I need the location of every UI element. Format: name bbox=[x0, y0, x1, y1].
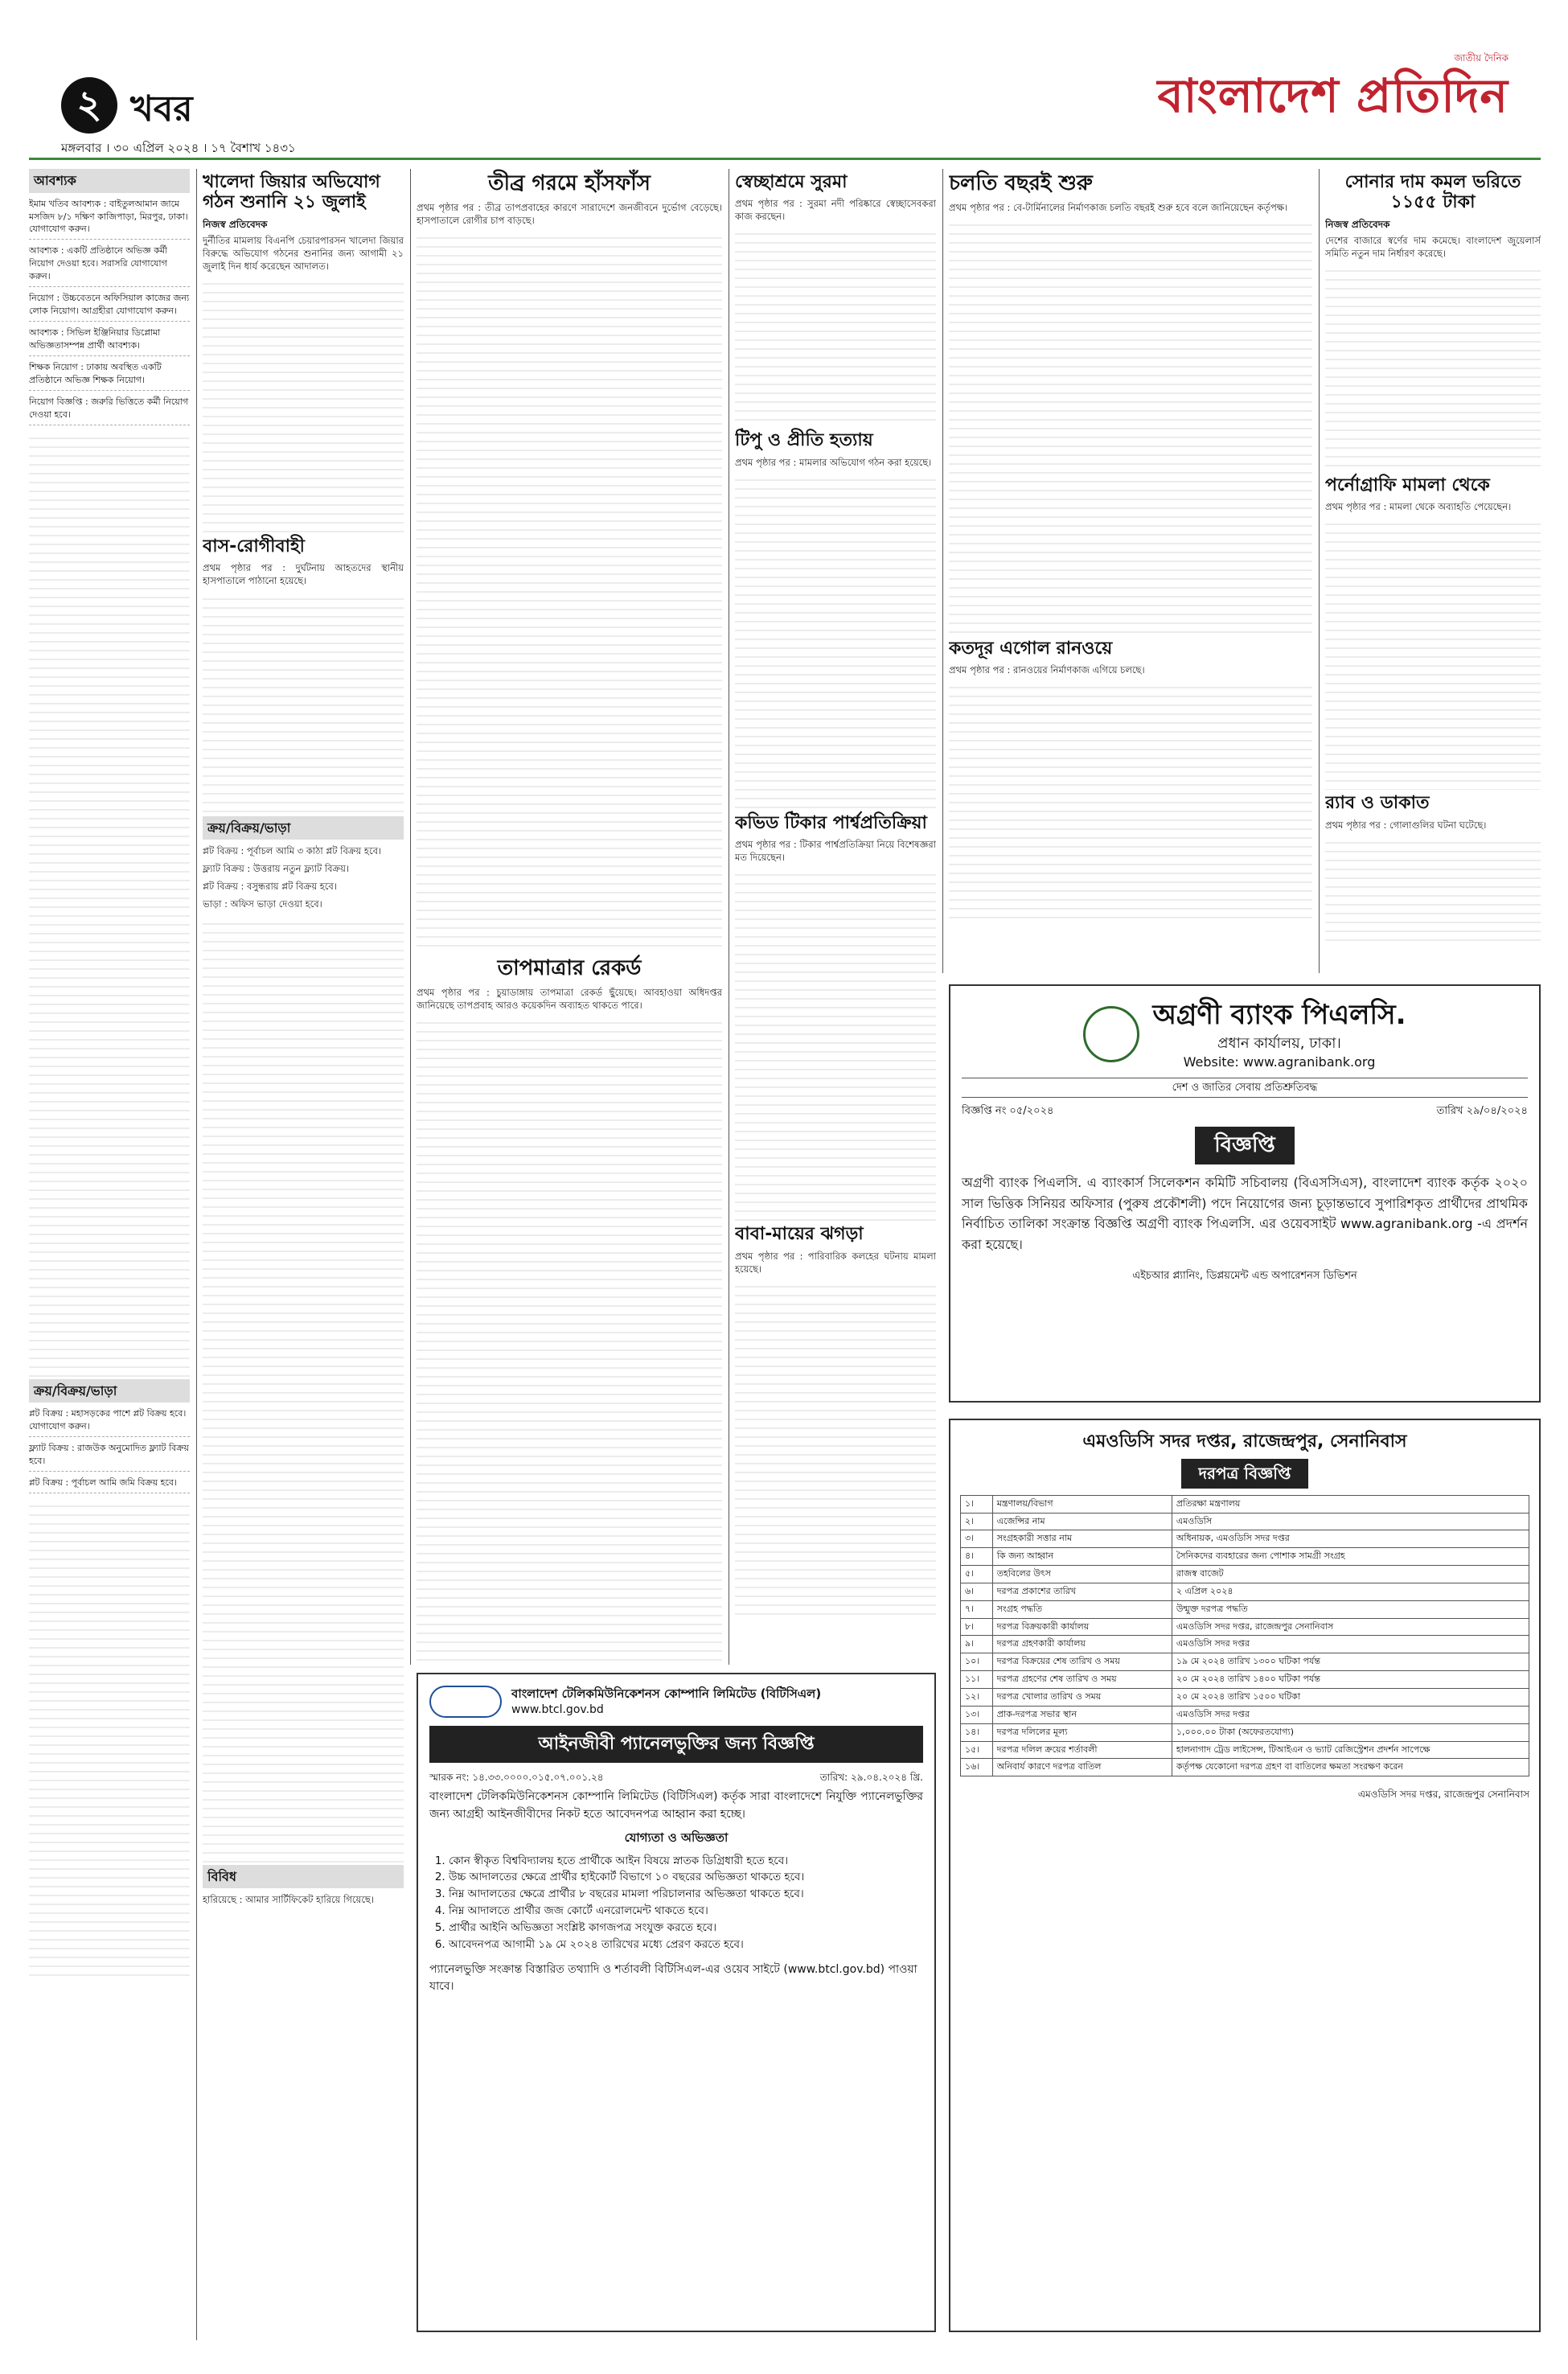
article-body: প্রথম পৃষ্ঠার পর : তীব্র তাপপ্রবাহের কারণে সারাদেশে জনজীবনে দুর্ভোগ বেড়েছে। হাসপাতালে রোগীর চাপ বাড়ছে। bbox=[417, 201, 722, 226]
agrani-signature: এইচআর প্ল্যানিং, ডিপ্লয়মেন্ট এন্ড অপারেশনস ডিভিশন bbox=[1132, 1270, 1357, 1283]
cell: সংগ্রহ পদ্ধতি bbox=[992, 1600, 1172, 1618]
btcl-point: 5. প্রার্থীর আইনি অভিজ্ঞতা সংশ্লিষ্ট কাগজপত্র সংযুক্ত করতে হবে। bbox=[449, 1920, 923, 1937]
table-row bbox=[961, 1583, 1529, 1600]
headline-family: বাবা-মায়ের ঝগড়া bbox=[735, 1224, 864, 1245]
cell: অনিবার্য কারণে দরপত্র বাতিল bbox=[992, 1759, 1172, 1776]
btcl-body: বাংলাদেশ টেলিকমিউনিকেশনস কোম্পানি লিমিটেড (বিটিসিএল) কর্তৃক সারা বাংলাদেশে নিযুক্তি প্যানেলভুক্তির জন্য আগ্রহী আইনজীবীদের নিকট হতে আবেদনপত্র আহ্বান করা হচ্ছে। bbox=[429, 1789, 923, 1821]
cell: ২০ মে ২০২৪ তারিখ ১৫০০ ঘটিকা bbox=[1172, 1688, 1529, 1706]
btcl-point: 3. নিম্ন আদালতের ক্ষেত্রে প্রার্থীর ৮ বছরের মামলা পরিচালনার অভিজ্ঞতা থাকতে হবে। bbox=[449, 1886, 923, 1903]
btcl-footer: প্যানেলভুক্তি সংক্রান্ত বিস্তারিত তথ্যাদি ও শর্তাবলী বিটিসিএল-এর ওয়েব সাইটে (www.btcl.gov.bd) পাওয়া যাবে। bbox=[429, 1963, 917, 1994]
btcl-points bbox=[429, 1853, 923, 1954]
buysell-header: ক্রয়/বিক্রয়/ভাড়া bbox=[203, 816, 404, 840]
cell: প্রাক-দরপত্র সভার স্থান bbox=[992, 1706, 1172, 1723]
classified-item: শিক্ষক নিয়োগ : ঢাকায় অবস্থিত একটি প্রতিষ্ঠানে অভিজ্ঞ শিক্ষক নিয়োগ। bbox=[29, 361, 190, 391]
table-row bbox=[961, 1723, 1529, 1741]
cell: ১৫। bbox=[961, 1741, 993, 1759]
news-column-2 bbox=[203, 169, 404, 2340]
headline-heatwave: তীব্র গরমে হাঁসফাঁস bbox=[488, 171, 651, 195]
agrani-bank-notice bbox=[949, 984, 1541, 1403]
headline-bus: বাস-রোগীবাহী bbox=[203, 536, 305, 557]
table-row bbox=[961, 1653, 1529, 1671]
cell: এমওডিসি bbox=[1172, 1513, 1529, 1530]
agrani-ref: বিজ্ঞপ্তি নং ০৫/২০২৪ bbox=[962, 1105, 1054, 1118]
agrani-ref-row bbox=[962, 1104, 1528, 1119]
column-divider bbox=[942, 169, 943, 973]
headline-bay-terminal: চলতি বছরই শুরু bbox=[949, 171, 1093, 195]
table-row bbox=[961, 1495, 1529, 1513]
classified-item: ফ্ল্যাট বিক্রয় : রাজউক অনুমোদিত ফ্ল্যাট বিক্রয় হবে। bbox=[29, 1442, 190, 1472]
text-block bbox=[1325, 835, 1541, 947]
classified-item: আবশ্যক : একটি প্রতিষ্ঠানে অভিজ্ঞ কর্মী নিয়োগ দেওয়া হবে। সরাসরি যোগাযোগ করুন। bbox=[29, 244, 190, 287]
classified-header: আবশ্যক bbox=[29, 169, 190, 193]
classified-item: প্লট বিক্রয় : বসুন্ধরায় প্লট বিক্রয় হবে। bbox=[203, 881, 337, 893]
article-body: দুর্নীতির মামলায় বিএনপি চেয়ারপারসন খালেদা জিয়ার বিরুদ্ধে অভিযোগ গঠনের শুনানির জন্য আগামী ২১ জুলাই দিন ধার্য করেছেন আদালত। bbox=[203, 234, 404, 272]
news-column-5 bbox=[949, 169, 1312, 973]
table-row bbox=[961, 1688, 1529, 1706]
text-block bbox=[203, 591, 404, 816]
classified-item: প্লট বিক্রয় : মহাসড়কের পাশে প্লট বিক্রয় হবে। যোগাযোগ করুন। bbox=[29, 1407, 190, 1437]
cell: ১,০০০.০০ টাকা (অফেরতযোগ্য) bbox=[1172, 1723, 1529, 1741]
column-divider bbox=[196, 169, 197, 2340]
cell: দরপত্র দলিল ক্রয়ের শর্তাবলী bbox=[992, 1741, 1172, 1759]
cell: এজেন্সির নাম bbox=[992, 1513, 1172, 1530]
column-divider bbox=[410, 169, 411, 1665]
cell: ১৯ মে ২০২৪ তারিখ ১৩০০ ঘটিকা পর্যন্ত bbox=[1172, 1653, 1529, 1671]
table-row bbox=[961, 1706, 1529, 1723]
logo-tagline: জাতীয় দৈনিক bbox=[1454, 52, 1508, 64]
text-block bbox=[949, 680, 1312, 921]
cell: দরপত্র গ্রহণকারী কার্যালয় bbox=[992, 1636, 1172, 1653]
cell: ২০ মে ২০২৪ তারিখ ১৪০০ ঘটিকা পর্যন্ত bbox=[1172, 1671, 1529, 1689]
headline-surma: স্বেচ্ছাশ্রমে সুরমা bbox=[735, 172, 848, 192]
text-block bbox=[29, 430, 190, 1379]
table-row bbox=[961, 1741, 1529, 1759]
text-block bbox=[203, 276, 404, 533]
btcl-ref-row bbox=[429, 1771, 923, 1784]
tender-table bbox=[960, 1495, 1529, 1777]
table-row bbox=[961, 1636, 1529, 1653]
cell: এমওডিসি সদর দপ্তর bbox=[1172, 1706, 1529, 1723]
cell: দরপত্র বিক্রয়কারী কার্যালয় bbox=[992, 1618, 1172, 1636]
text-block bbox=[1325, 516, 1541, 790]
cell: দরপত্র গ্রহণের শেষ তারিখ ও সময় bbox=[992, 1671, 1172, 1689]
article-body: প্রথম পৃষ্ঠার পর : বে-টার্মিনালের নির্মাণকাজ চলতি বছরই শুরু হবে বলে জানিয়েছেন কর্তৃপক্ষ। bbox=[949, 201, 1288, 213]
cell: দরপত্র বিক্রয়ের শেষ তারিখ ও সময় bbox=[992, 1653, 1172, 1671]
date-line: মঙ্গলবার । ৩০ এপ্রিল ২০২৪ । ১৭ বৈশাখ ১৪৩১ bbox=[61, 141, 296, 155]
cell: ২ এপ্রিল ২০২৪ bbox=[1172, 1583, 1529, 1600]
table-row bbox=[961, 1566, 1529, 1583]
agrani-website: Website: www.agranibank.org bbox=[1183, 1054, 1376, 1070]
cell: ৮। bbox=[961, 1618, 993, 1636]
classified-header-2: ক্রয়/বিক্রয়/ভাড়া bbox=[29, 1379, 190, 1403]
cell: এমওডিসি সদর দপ্তর bbox=[1172, 1636, 1529, 1653]
news-column-4 bbox=[735, 169, 936, 1665]
cell: অধিনায়ক, এমওডিসি সদর দপ্তর bbox=[1172, 1530, 1529, 1548]
text-block bbox=[735, 867, 936, 1221]
cell: সৈনিকদের ব্যবহারের জন্য পোশাক সামগ্রী সংগ্রহ bbox=[1172, 1548, 1529, 1566]
classified-item: প্লট বিক্রয় : পূর্বাচল আমি জমি বিক্রয় হবে। bbox=[29, 1477, 190, 1493]
agrani-slogan: দেশ ও জাতির সেবায় প্রতিশ্রুতিবদ্ধ bbox=[962, 1078, 1528, 1099]
cell: প্রতিরক্ষা মন্ত্রণালয় bbox=[1172, 1495, 1529, 1513]
modc-title: এমওডিসি সদর দপ্তর, রাজেন্দ্রপুর, সেনানিবাস bbox=[1082, 1431, 1407, 1452]
agrani-subtitle: প্রধান কার্যালয়, ঢাকা। bbox=[1217, 1034, 1341, 1052]
article-body: প্রথম পৃষ্ঠার পর : রানওয়ের নির্মাণকাজ এগিয়ে চলছে। bbox=[949, 664, 1145, 676]
misc-header: বিবিধ bbox=[203, 1865, 404, 1889]
headline-khaleda: খালেদা জিয়ার অভিযোগ গঠন শুনানি ২১ জুলাই bbox=[203, 172, 380, 213]
agrani-title: অগ্রণী ব্যাংক পিএলসি. bbox=[1152, 999, 1406, 1031]
cell: ৬। bbox=[961, 1583, 993, 1600]
cell: দরপত্র প্রকাশের তারিখ bbox=[992, 1583, 1172, 1600]
page-number: ২ bbox=[61, 77, 117, 133]
cell: ২। bbox=[961, 1513, 993, 1530]
article-body: প্রথম পৃষ্ঠার পর : মামলা থেকে অব্যাহতি পেয়েছেন। bbox=[1325, 501, 1512, 513]
cell: ৭। bbox=[961, 1600, 993, 1618]
headline-tipu: টিপু ও প্রীতি হত্যায় bbox=[735, 430, 873, 451]
cell: তহবিলের উৎস bbox=[992, 1566, 1172, 1583]
cell: ১৪। bbox=[961, 1723, 993, 1741]
cell: হালনাগাদ ট্রেড লাইসেন্স, টিআইএন ও ভ্যাট রেজিস্ট্রেশন প্রদর্শন সাপেক্ষে bbox=[1172, 1741, 1529, 1759]
article-body: প্রথম পৃষ্ঠার পর : গোলাগুলির ঘটনা ঘটেছে। bbox=[1325, 819, 1487, 831]
article-body: প্রথম পৃষ্ঠার পর : চুয়াডাঙ্গায় তাপমাত্রা রেকর্ড ছুঁয়েছে। আবহাওয়া অধিদপ্তর জানিয়েছে তাপপ্রবাহ আরও কয়েকদিন অব্যাহত থাকতে পারে। bbox=[417, 986, 722, 1012]
cell: সংগ্রহকারী সত্তার নাম bbox=[992, 1530, 1172, 1548]
btcl-point: 6. আবেদনপত্র আগামী ১৯ মে ২০২৪ তারিখের মধ্যে প্রেরণ করতে হবে। bbox=[449, 1937, 923, 1953]
btcl-web: www.btcl.gov.bd bbox=[511, 1702, 604, 1716]
table-row bbox=[961, 1548, 1529, 1566]
agrani-body: অগ্রণী ব্যাংক পিএলসি. এ ব্যাংকার্স সিলেকশন কমিটি সচিবালয় (বিএসসিএস), বাংলাদেশ ব্যাংক কর্তৃক ২০২০ সাল ভিত্তিক সিনিয়র অফিসার (পুরুষ প্রকৌশলী) পদে নিয়োগের জন্য চূড়ান্তভাবে সুপারিশকৃত প্রার্থীদের প্রাথমিক নির্বাচিত তালিকা সংক্রান্ত বিজ্ঞপ্তি অগ্রণী ব্যাংক পিএলসি. এর ওয়েবসাইট www.agranibank.org -এ প্রদর্শন করা হয়েছে। bbox=[962, 1174, 1528, 1252]
btcl-date: তারিখ: ২৯.০৪.২০২৪ খ্রি. bbox=[819, 1771, 923, 1783]
column-divider bbox=[1319, 169, 1320, 973]
classified-item: হারিয়েছে : আমার সার্টিফিকেট হারিয়ে গিয়েছে। bbox=[203, 1894, 375, 1906]
headline-rab: র‌্যাব ও ডাকাত bbox=[1325, 793, 1430, 814]
btcl-ref: স্মারক নং: ১৪.৩৩.০০০০.০১৫.০৭.০০১.২৪ bbox=[429, 1771, 604, 1783]
btcl-logo-icon bbox=[429, 1686, 502, 1718]
agrani-band: বিজ্ঞপ্তি bbox=[1195, 1127, 1295, 1164]
cell: কি জন্য আহ্বান bbox=[992, 1548, 1172, 1566]
btcl-org: বাংলাদেশ টেলিকমিউনিকেশনস কোম্পানি লিমিটেড (বিটিসিএল) bbox=[511, 1686, 822, 1702]
btcl-point: 2. উচ্চ আদালতের ক্ষেত্রে প্রার্থীর হাইকোর্ট বিভাগে ১০ বছরের অভিজ্ঞতা থাকতে হবে। bbox=[449, 1869, 923, 1886]
cell: দরপত্র খোলার তারিখ ও সময় bbox=[992, 1688, 1172, 1706]
headline-porno: পর্নোগ্রাফি মামলা থেকে bbox=[1325, 474, 1490, 495]
table-row bbox=[961, 1759, 1529, 1776]
cell: ৩। bbox=[961, 1530, 993, 1548]
btcl-sub: যোগ্যতা ও অভিজ্ঞতা bbox=[624, 1830, 729, 1846]
headline-gold: সোনার দাম কমল ভরিতে ১১৫৫ টাকা bbox=[1344, 172, 1521, 213]
cell: মন্ত্রণালয়/বিভাগ bbox=[992, 1495, 1172, 1513]
headline-temp-record: তাপমাত্রার রেকর্ড bbox=[497, 956, 642, 981]
agrani-header bbox=[962, 997, 1528, 1071]
cell: কর্তৃপক্ষ যেকোনো দরপত্র গ্রহণ বা বাতিলের ক্ষমতা সংরক্ষণ করেন bbox=[1172, 1759, 1529, 1776]
text-block bbox=[735, 226, 936, 427]
text-block bbox=[29, 1498, 190, 1981]
cell: ১২। bbox=[961, 1688, 993, 1706]
article-body: প্রথম পৃষ্ঠার পর : সুরমা নদী পরিষ্কারে স্বেচ্ছাসেবকরা কাজ করছেন। bbox=[735, 198, 936, 223]
btcl-point: 1. কোন স্বীকৃত বিশ্ববিদ্যালয় হতে প্রার্থীকে আইন বিষয়ে স্নাতক ডিগ্রিধারী হতে হবে। bbox=[449, 1853, 923, 1870]
modc-band: দরপত্র বিজ্ঞপ্তি bbox=[1181, 1459, 1309, 1489]
cell: ৪। bbox=[961, 1548, 993, 1566]
article-body: দেশের বাজারে স্বর্ণের দাম কমেছে। বাংলাদেশ জুয়েলার্স সমিতি নতুন দাম নির্ধারণ করেছে। bbox=[1325, 234, 1541, 259]
cell: ১৬। bbox=[961, 1759, 993, 1776]
cell: ১৩। bbox=[961, 1706, 993, 1723]
logo-name: বাংলাদেশ প্রতিদিন bbox=[1157, 68, 1508, 124]
table-row bbox=[961, 1513, 1529, 1530]
classifieds-column bbox=[29, 169, 190, 2340]
cell: দরপত্র দলিলের মূল্য bbox=[992, 1723, 1172, 1741]
modc-tender-notice bbox=[949, 1419, 1541, 2332]
agrani-date: তারিখ ২৯/০৪/২০২৪ bbox=[1436, 1105, 1528, 1118]
byline: নিজস্ব প্রতিবেদক bbox=[1325, 218, 1390, 230]
article-body: প্রথম পৃষ্ঠার পর : মামলার অভিযোগ গঠন করা হয়েছে। bbox=[735, 456, 932, 468]
headline-runway: কতদূর এগোল রানওয়ে bbox=[949, 638, 1113, 659]
classified-item: প্লট বিক্রয় : পূর্বাচল আমি ৩ কাঠা প্লট বিক্রয় হবে। bbox=[203, 845, 382, 857]
newspaper-logo bbox=[1158, 51, 1508, 127]
classified-item: ইমাম খতিব আবশ্যক : বাইতুলআমান জামে মসজিদ ৮/১ দক্ষিণ কাজিপাড়া, মিরপুর, ঢাকা। যোগাযোগ করুন। bbox=[29, 198, 190, 240]
btcl-header bbox=[429, 1686, 923, 1718]
cell: ৯। bbox=[961, 1636, 993, 1653]
btcl-band: আইনজীবী প্যানেলভুক্তির জন্য বিজ্ঞপ্তি bbox=[429, 1726, 923, 1763]
classified-item: আবশ্যক : সিভিল ইঞ্জিনিয়ার ডিপ্লোমা অভিজ্ঞতাসম্পন্ন প্রার্থী আবশ্যক। bbox=[29, 327, 190, 356]
cell: ১০। bbox=[961, 1653, 993, 1671]
classified-item: ভাড়া : অফিস ভাড়া দেওয়া হবে। bbox=[203, 898, 322, 910]
cell: রাজস্ব বাজেট bbox=[1172, 1566, 1529, 1583]
masthead bbox=[29, 19, 1541, 155]
article-body: প্রথম পৃষ্ঠার পর : টিকার পার্শ্বপ্রতিক্রিয়া নিয়ে বিশেষজ্ঞরা মত দিয়েছেন। bbox=[735, 839, 936, 864]
cell: এমওডিসি সদর দপ্তর, রাজেন্দ্রপুর সেনানিবাস bbox=[1172, 1618, 1529, 1636]
btcl-notice bbox=[417, 1673, 936, 2332]
newspaper-page bbox=[29, 19, 1541, 2351]
article-body: প্রথম পৃষ্ঠার পর : দুর্ঘটনায় আহতদের স্থানীয় হাসপাতালে পাঠানো হয়েছে। bbox=[203, 562, 404, 587]
text-block bbox=[417, 230, 722, 954]
btcl-point: 4. নিম্ন আদালতে প্রার্থীর জজ কোর্টে এনরোলমেন্ট থাকতে হবে। bbox=[449, 1903, 923, 1920]
cell: ৫। bbox=[961, 1566, 993, 1583]
agrani-logo-icon bbox=[1083, 1006, 1139, 1062]
text-block bbox=[735, 1279, 936, 1616]
table-row bbox=[961, 1618, 1529, 1636]
cell: উন্মুক্ত দরপত্র পদ্ধতি bbox=[1172, 1600, 1529, 1618]
news-column-3 bbox=[417, 169, 722, 1665]
masthead-rule bbox=[29, 158, 1541, 160]
text-block bbox=[949, 217, 1312, 635]
cell: ১১। bbox=[961, 1671, 993, 1689]
table-row bbox=[961, 1530, 1529, 1548]
classified-item: নিয়োগ বিজ্ঞপ্তি : জরুরি ভিত্তিতে কর্মী নিয়োগ দেওয়া হবে। bbox=[29, 396, 190, 425]
classified-item: নিয়োগ : উচ্চবেতনে অফিসিয়াল কাজের জন্য লোক নিয়োগ। আগ্রহীরা যোগাযোগ করুন। bbox=[29, 292, 190, 322]
modc-signature: এমওডিসি সদর দপ্তর, রাজেন্দ্রপুর সেনানিবাস bbox=[1357, 1789, 1529, 1801]
section-name: খবর bbox=[130, 88, 193, 129]
classified-item: ফ্ল্যাট বিক্রয় : উত্তরায় নতুন ফ্ল্যাট বিক্রয়। bbox=[203, 863, 350, 875]
table-row bbox=[961, 1600, 1529, 1618]
article-body: প্রথম পৃষ্ঠার পর : পারিবারিক কলহের ঘটনায় মামলা হয়েছে। bbox=[735, 1250, 936, 1275]
cell: ১। bbox=[961, 1495, 993, 1513]
byline: নিজস্ব প্রতিবেদক bbox=[203, 218, 268, 230]
headline-covid: কভিড টিকার পার্শ্বপ্রতিক্রিয়া bbox=[735, 812, 927, 833]
text-block bbox=[417, 1015, 722, 1665]
table-row bbox=[961, 1671, 1529, 1689]
text-block bbox=[203, 916, 404, 1865]
text-block bbox=[1325, 263, 1541, 472]
text-block bbox=[735, 472, 936, 810]
news-column-6 bbox=[1325, 169, 1541, 973]
